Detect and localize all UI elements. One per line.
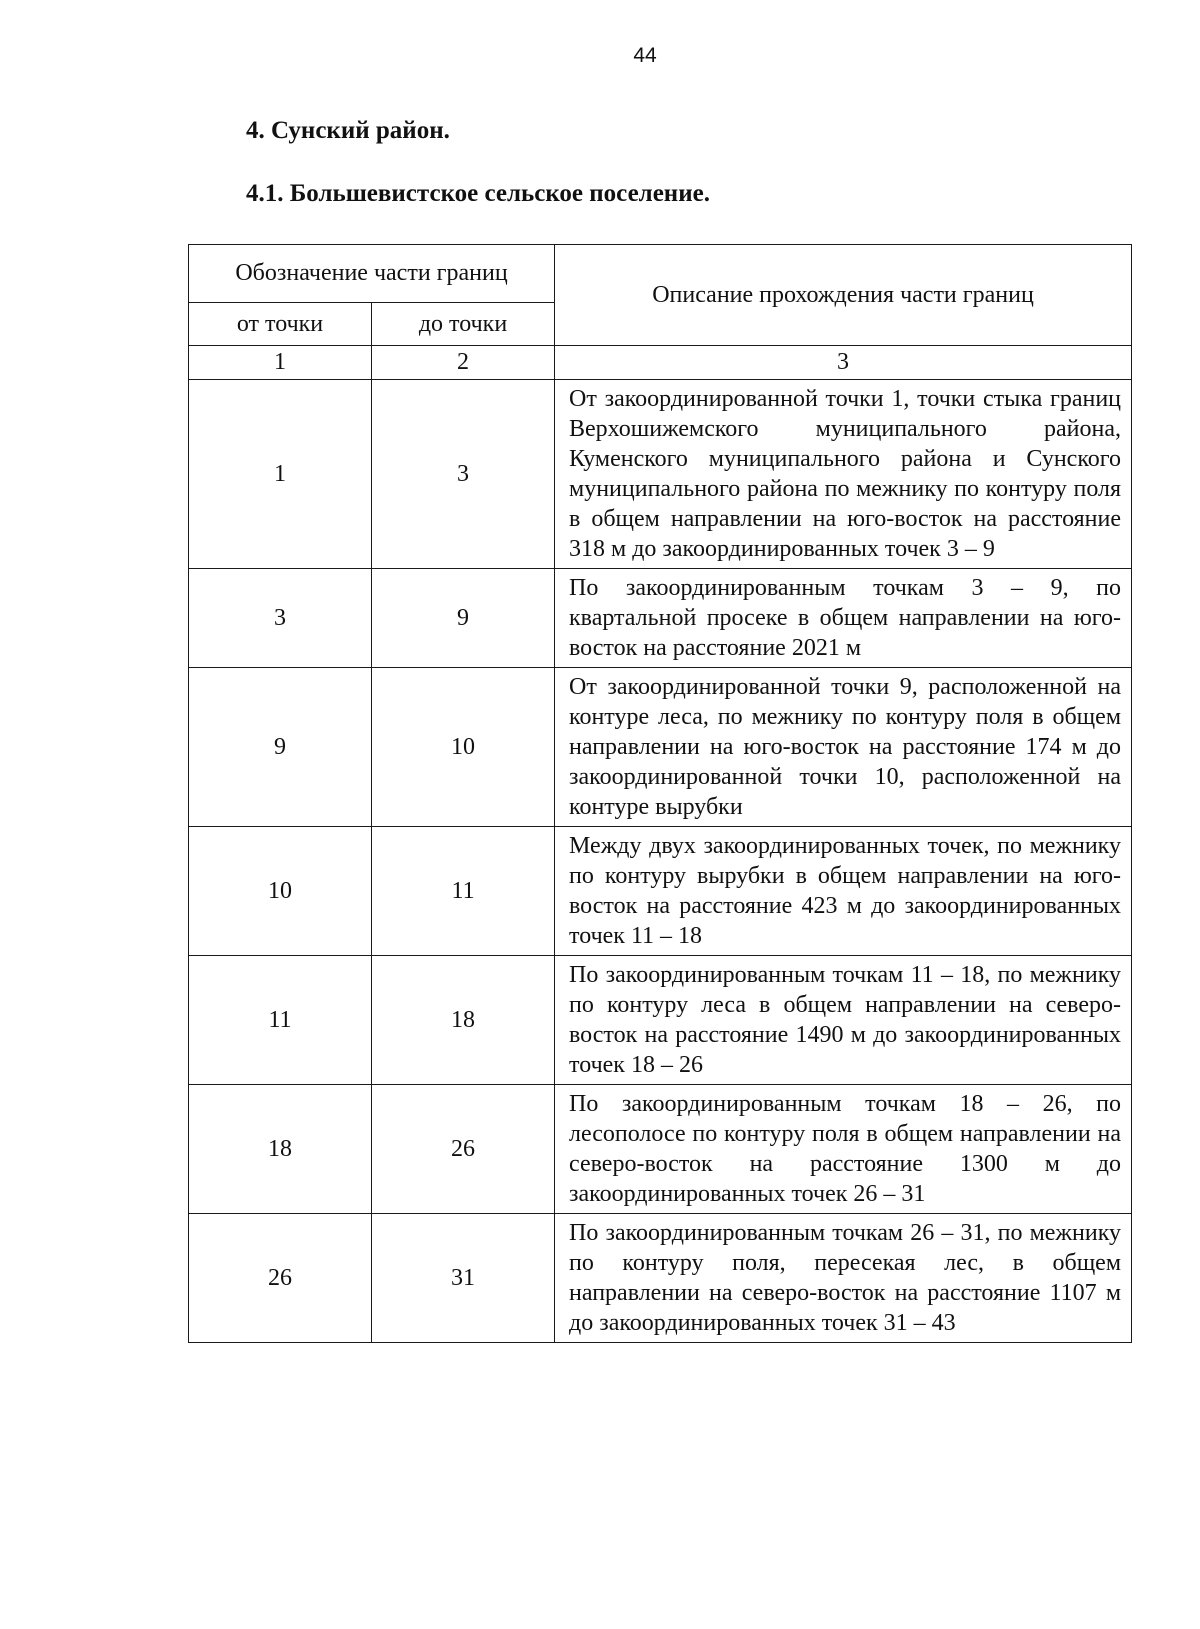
district-heading: 4. Сунский район. xyxy=(246,117,450,144)
column-number-1: 1 xyxy=(189,346,372,380)
description-cell: По закоординированным точкам 26 – 31, по межнику по контуру поля, пересекая лес, в общем направлении на северо-восток на расстояние 1107 м до закоординированных точек 31 – 43 xyxy=(555,1214,1132,1343)
column-number-3: 3 xyxy=(555,346,1132,380)
description-cell: По закоординированным точкам 11 – 18, по межнику по контуру леса в общем направлении на северо-восток на расстояние 1490 м до закоординированных точек 18 – 26 xyxy=(555,956,1132,1085)
header-to-point: до точки xyxy=(372,303,555,346)
from-point-cell: 9 xyxy=(189,668,372,827)
to-point-cell: 18 xyxy=(372,956,555,1085)
settlement-heading: 4.1. Большевистское сельское поселение. xyxy=(246,180,710,207)
header-boundary-designation: Обозначение части границ xyxy=(189,245,555,303)
table-row xyxy=(189,1214,1132,1343)
from-point-cell: 3 xyxy=(189,569,372,668)
from-point-cell: 1 xyxy=(189,380,372,569)
table-row xyxy=(189,956,1132,1085)
to-point-cell: 10 xyxy=(372,668,555,827)
description-cell: По закоординированным точкам 18 – 26, по лесополосе по контуру поля в общем направлении на северо-восток на расстояние 1300 м до закоординированных точек 26 – 31 xyxy=(555,1085,1132,1214)
to-point-cell: 11 xyxy=(372,827,555,956)
page-number: 44 xyxy=(633,44,657,67)
to-point-cell: 26 xyxy=(372,1085,555,1214)
from-point-cell: 26 xyxy=(189,1214,372,1343)
description-cell: По закоординированным точкам 3 – 9, по квартальной просеке в общем направлении на юго- восток на расстояние 2021 м xyxy=(555,569,1132,668)
to-point-cell: 9 xyxy=(372,569,555,668)
column-number-2: 2 xyxy=(372,346,555,380)
table-row xyxy=(189,827,1132,956)
to-point-cell: 31 xyxy=(372,1214,555,1343)
description-cell: От закоординированной точки 9, расположенной на контуре леса, по межнику по контуру поля в общем направлении на юго-восток на расстояние 174 м до закоординированной точки 10, расположенной на контуре вырубки xyxy=(555,668,1132,827)
header-description: Описание прохождения части границ xyxy=(555,245,1132,346)
from-point-cell: 11 xyxy=(189,956,372,1085)
description-cell: От закоординированной точки 1, точки стыка границ Верхошижемского муниципального района, Куменского муниципального района и Сунского муниципального района по межнику по контуру поля в общем направлении на юго-восток на расстояние 318 м до закоординированных точек 3 – 9 xyxy=(555,380,1132,569)
header-from-point: от точки xyxy=(189,303,372,346)
from-point-cell: 18 xyxy=(189,1085,372,1214)
table-row xyxy=(189,569,1132,668)
description-cell: Между двух закоординированных точек, по межнику по контуру вырубки в общем направлении на юго-восток на расстояние 423 м до закоординированных точек 11 – 18 xyxy=(555,827,1132,956)
to-point-cell: 3 xyxy=(372,380,555,569)
boundary-table xyxy=(188,244,1132,1343)
from-point-cell: 10 xyxy=(189,827,372,956)
table-row xyxy=(189,1085,1132,1214)
table-row xyxy=(189,668,1132,827)
table-row xyxy=(189,380,1132,569)
